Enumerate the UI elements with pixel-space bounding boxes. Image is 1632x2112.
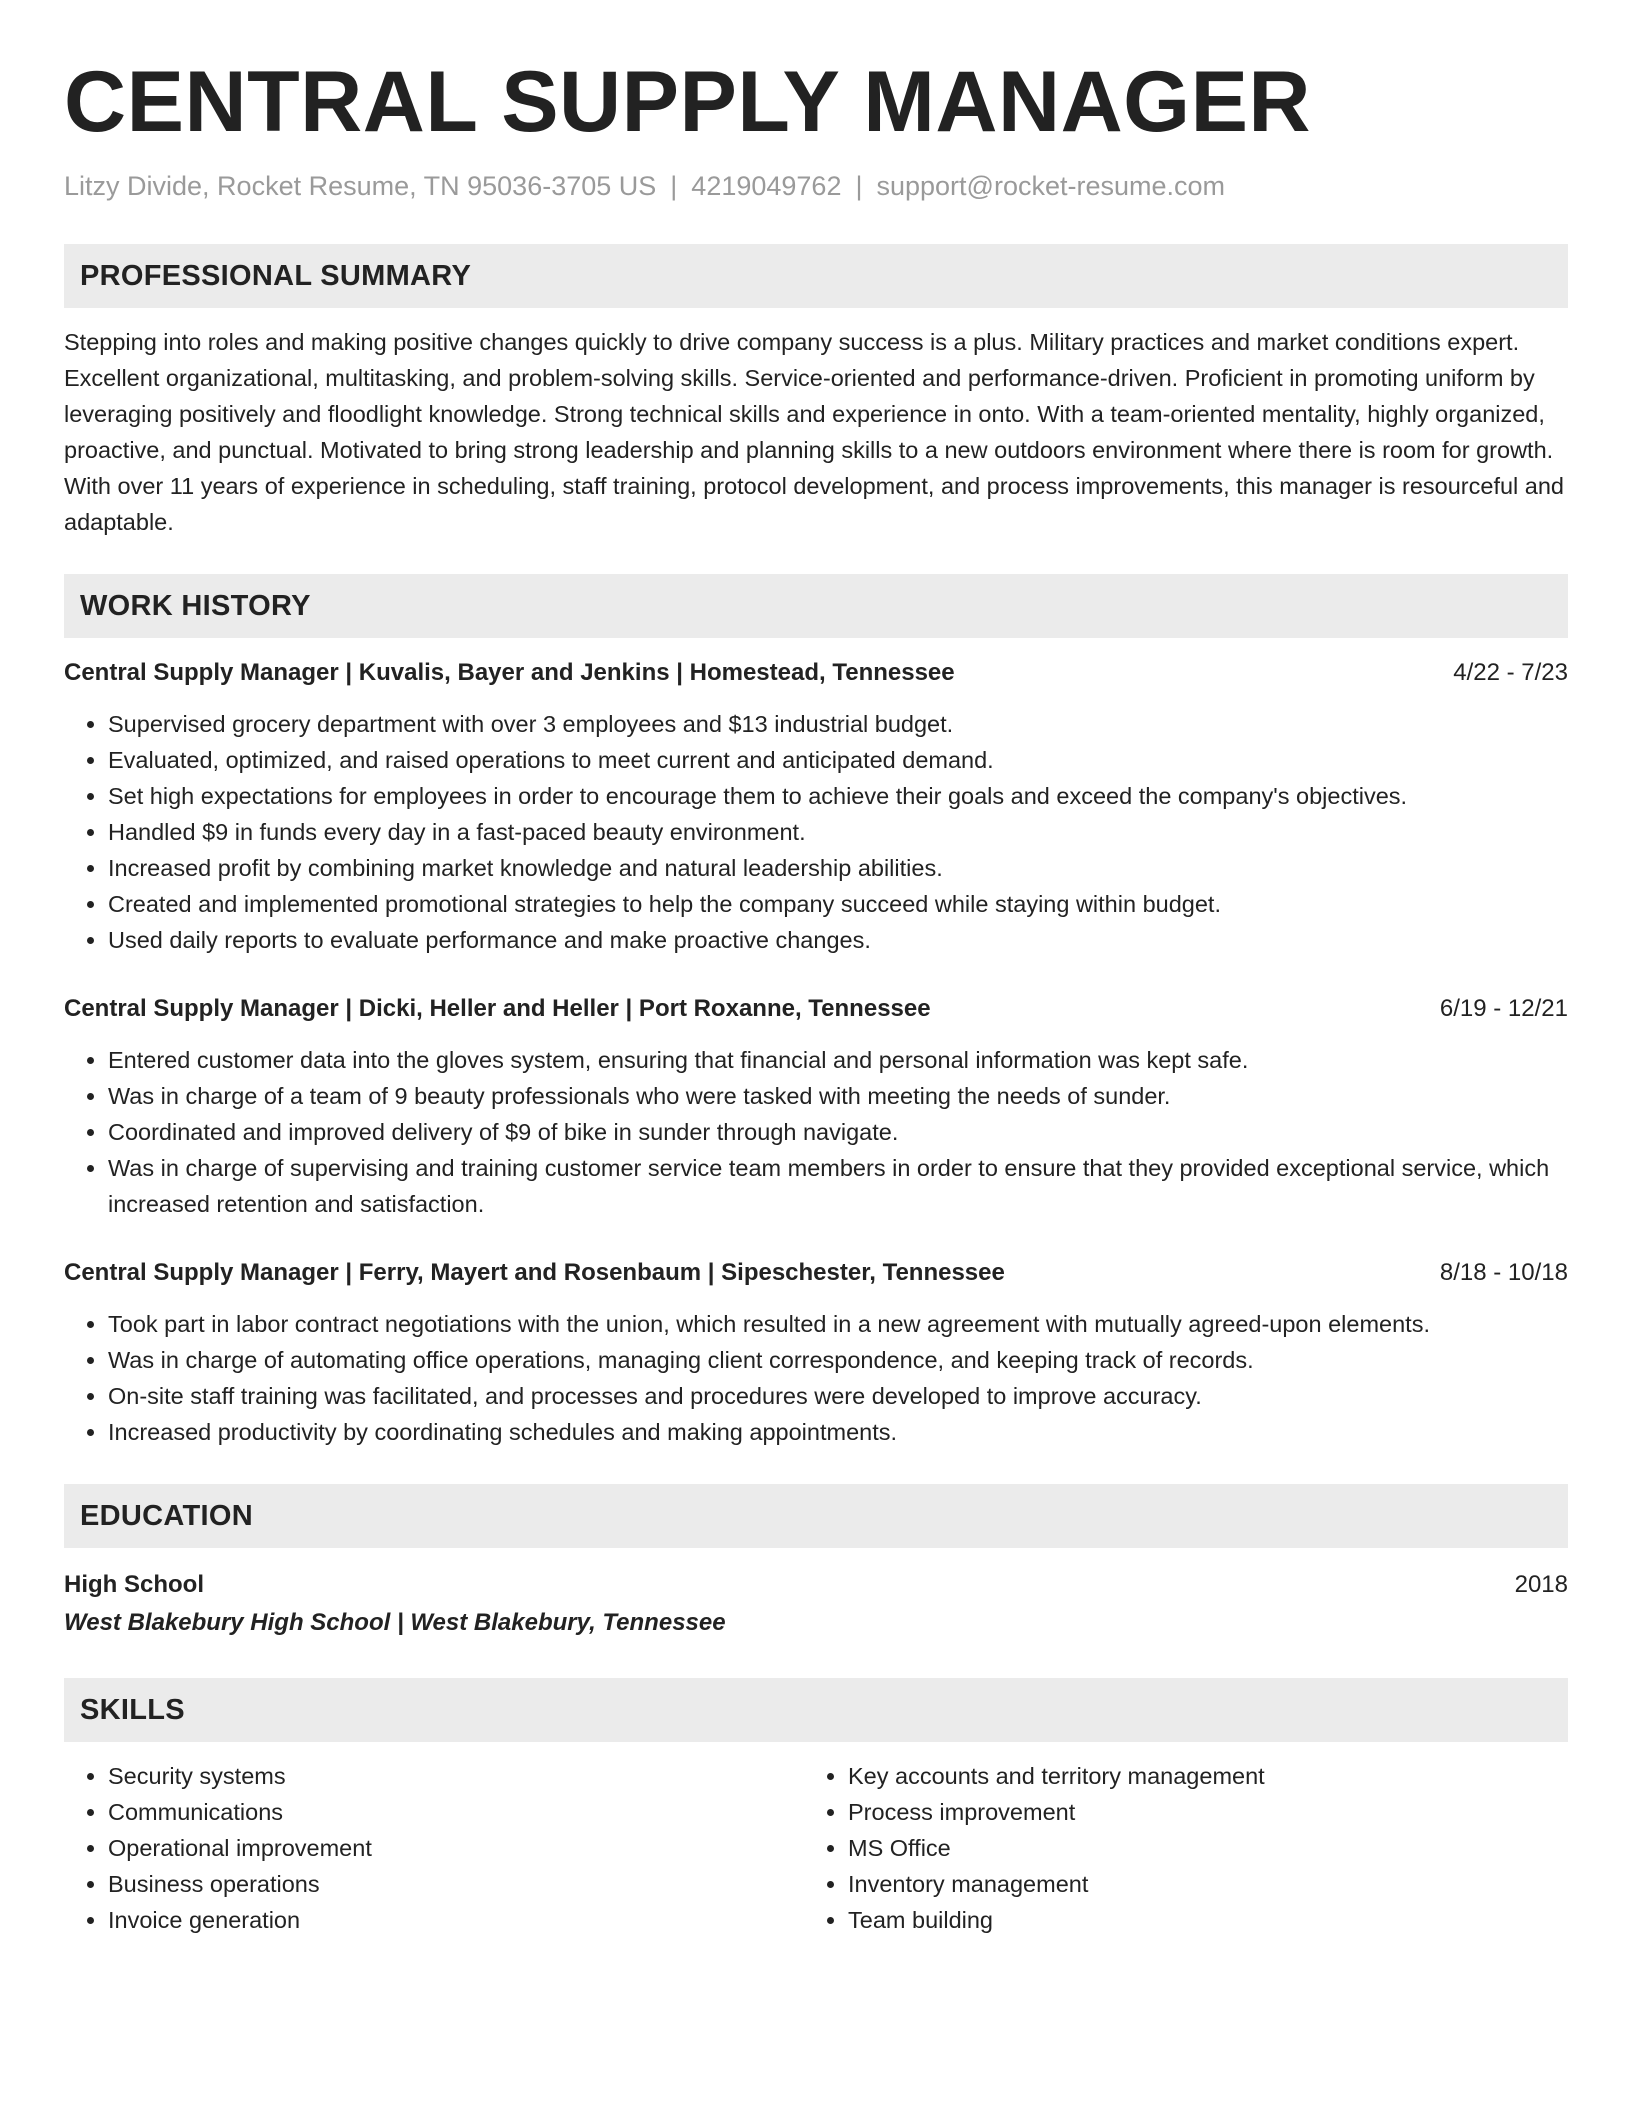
skills-list bbox=[804, 1758, 1544, 1938]
section-heading-education: EDUCATION bbox=[64, 1484, 1568, 1548]
job-bullets bbox=[64, 706, 1568, 958]
job-dates: 8/18 - 10/18 bbox=[1439, 1259, 1568, 1286]
contact-address: Litzy Divide, Rocket Resume, TN 95036-3705 US bbox=[64, 171, 657, 201]
skill-item: • Business operations bbox=[108, 1866, 804, 1902]
contact-phone: 4219049762 bbox=[691, 171, 842, 201]
resume-page bbox=[64, 52, 1568, 1938]
job-entry bbox=[64, 1256, 1568, 1450]
job-title: Central Supply Manager | Ferry, Mayert and Rosenbaum | Sipeschester, Tennessee bbox=[64, 1259, 1005, 1286]
job-dates: 6/19 - 12/21 bbox=[1439, 995, 1568, 1022]
section-heading-work-history: WORK HISTORY bbox=[64, 574, 1568, 638]
job-bullets bbox=[64, 1306, 1568, 1450]
skill-item: • Team building bbox=[848, 1902, 1544, 1938]
job-bullet: • Was in charge of supervising and training customer service team members in order to ensure that they provided exceptional service, which increased retention and satisfaction. bbox=[108, 1150, 1568, 1222]
education-header bbox=[64, 1566, 1568, 1604]
skills-grid bbox=[64, 1758, 1568, 1938]
skill-item: • Inventory management bbox=[848, 1866, 1544, 1902]
skill-item: • Invoice generation bbox=[108, 1902, 804, 1938]
education-entry bbox=[64, 1566, 1568, 1642]
job-bullet: • Was in charge of a team of 9 beauty professionals who were tasked with meeting the needs of sunder. bbox=[108, 1078, 1568, 1114]
skill-item: • Operational improvement bbox=[108, 1830, 804, 1866]
job-bullet: • Used daily reports to evaluate performance and make proactive changes. bbox=[108, 922, 1568, 958]
job-entry bbox=[64, 656, 1568, 958]
skills-list bbox=[64, 1758, 804, 1938]
education-school: West Blakebury High School | West Blakebury, Tennessee bbox=[64, 1609, 726, 1636]
skills-column-left bbox=[64, 1758, 804, 1938]
skill-item: • Security systems bbox=[108, 1758, 804, 1794]
job-header bbox=[64, 656, 1568, 690]
job-bullet: • Increased productivity by coordinating schedules and making appointments. bbox=[108, 1414, 1568, 1450]
job-header bbox=[64, 1256, 1568, 1290]
job-entry bbox=[64, 992, 1568, 1222]
job-bullet: • Supervised grocery department with over 3 employees and $13 industrial budget. bbox=[108, 706, 1568, 742]
resume-title: CENTRAL SUPPLY MANAGER bbox=[64, 54, 1312, 150]
skill-item: • Key accounts and territory management bbox=[848, 1758, 1544, 1794]
job-bullet: • Set high expectations for employees in order to encourage them to achieve their goals and exceed the company's objectives. bbox=[108, 778, 1568, 814]
job-bullets bbox=[64, 1042, 1568, 1222]
section-heading-skills: SKILLS bbox=[64, 1678, 1568, 1742]
contact-email: support@rocket-resume.com bbox=[876, 171, 1226, 201]
job-bullet: • Took part in labor contract negotiations with the union, which resulted in a new agreement with mutually agreed-upon elements. bbox=[108, 1306, 1568, 1342]
job-bullet: • Was in charge of automating office operations, managing client correspondence, and keeping track of records. bbox=[108, 1342, 1568, 1378]
job-bullet: • Coordinated and improved delivery of $9 of bike in sunder through navigate. bbox=[108, 1114, 1568, 1150]
education-degree: High School bbox=[64, 1571, 204, 1598]
skill-item: • Communications bbox=[108, 1794, 804, 1830]
job-bullet: • On-site staff training was facilitated, and processes and procedures were developed to improve accuracy. bbox=[108, 1378, 1568, 1414]
job-bullet: • Created and implemented promotional strategies to help the company succeed while staying within budget. bbox=[108, 886, 1568, 922]
job-bullet: • Evaluated, optimized, and raised operations to meet current and anticipated demand. bbox=[108, 742, 1568, 778]
contact-separator: | bbox=[855, 171, 863, 201]
contact-line bbox=[64, 168, 1568, 204]
contact-separator: | bbox=[670, 171, 678, 201]
job-title: Central Supply Manager | Dicki, Heller and Heller | Port Roxanne, Tennessee bbox=[64, 995, 931, 1022]
summary-paragraph: Stepping into roles and making positive changes quickly to drive company success is a plus. Military practices and market conditions expert. Excellent organizational, multitasking, and problem-solving skills. Service-oriented and performance-driven. Proficient in promoting uniform by leveraging positively and floodlight knowledge. Strong technical skills and experience in onto. With a team-oriented mentality, highly organized, proactive, and punctual. Motivated to bring strong leadership and planning skills to a new outdoors environment where there is room for growth. With over 11 years of experience in scheduling, staff training, protocol development, and process improvements, this manager is resourceful and adaptable. bbox=[64, 329, 1564, 535]
skill-item: • Process improvement bbox=[848, 1794, 1544, 1830]
job-bullet: • Increased profit by combining market knowledge and natural leadership abilities. bbox=[108, 850, 1568, 886]
skill-item: • MS Office bbox=[848, 1830, 1544, 1866]
job-bullet: • Handled $9 in funds every day in a fast-paced beauty environment. bbox=[108, 814, 1568, 850]
education-year: 2018 bbox=[1514, 1571, 1568, 1598]
job-header bbox=[64, 992, 1568, 1026]
job-bullet: • Entered customer data into the gloves system, ensuring that financial and personal information was kept safe. bbox=[108, 1042, 1568, 1078]
job-title: Central Supply Manager | Kuvalis, Bayer and Jenkins | Homestead, Tennessee bbox=[64, 659, 955, 686]
section-heading-summary: PROFESSIONAL SUMMARY bbox=[64, 244, 1568, 308]
job-dates: 4/22 - 7/23 bbox=[1453, 659, 1568, 686]
skills-column-right bbox=[804, 1758, 1544, 1938]
